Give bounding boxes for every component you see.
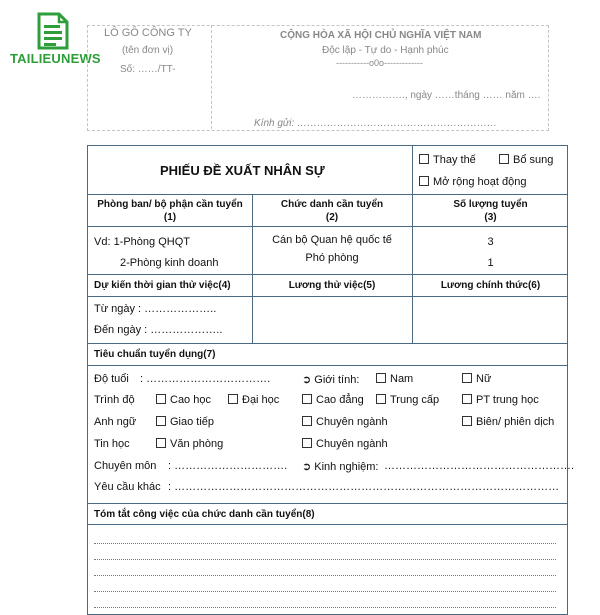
checkbox[interactable]: [376, 373, 386, 383]
option-label: Đại học: [242, 394, 280, 406]
it-office[interactable]: [156, 438, 223, 450]
header-divider: [211, 25, 212, 129]
row-position: Cán bộ Quan hệ quốc tế: [272, 234, 392, 246]
grid-line: [88, 503, 567, 504]
criteria-title: Tiêu chuẩn tuyển dụng(7): [94, 349, 216, 360]
edu-highschool[interactable]: [462, 394, 539, 406]
option-label: Nữ: [476, 373, 492, 385]
row-dept: 2-Phòng kinh doanh: [120, 257, 219, 269]
arrow-bullet-icon: ➲: [302, 374, 315, 386]
date-line: ……………., ngày ……tháng …… năm ….: [352, 90, 541, 101]
checkbox[interactable]: [156, 416, 166, 426]
row-quantity: 1: [487, 257, 494, 269]
option-label: Bổ sung: [513, 154, 554, 166]
company-logo-placeholder: LÔ GÔ CÔNG TY: [104, 27, 192, 39]
major-field[interactable]: : ………………………….: [168, 460, 288, 472]
option-label: Mở rộng hoạt động: [433, 176, 527, 188]
checkbox[interactable]: [499, 154, 509, 164]
checkbox[interactable]: [419, 154, 429, 164]
it-label: Tin học: [94, 438, 130, 450]
checkbox[interactable]: [302, 416, 312, 426]
checkbox[interactable]: [462, 373, 472, 383]
row-position: Phó phòng: [305, 252, 359, 264]
option-label: Thay thế: [433, 154, 476, 166]
grid-line: [88, 296, 567, 297]
option-label: Nam: [390, 373, 414, 385]
grid-line: [88, 226, 567, 227]
official-salary-header: Lương chính thức(6): [440, 280, 541, 291]
arrow-bullet-icon: ➲: [302, 461, 315, 473]
option-label: Trung cấp: [390, 394, 440, 406]
english-communication[interactable]: [156, 416, 214, 428]
education-label: Trình độ: [94, 394, 135, 406]
job-summary-line[interactable]: [94, 559, 556, 560]
option-label: Cao đẳng: [316, 394, 364, 406]
other-requirements-field[interactable]: : ……………………………………………………………………………………………: [168, 481, 560, 493]
row-quantity: 3: [487, 236, 494, 248]
checkbox[interactable]: [302, 394, 312, 404]
trial-salary-header: Lương thử việc(5): [288, 280, 376, 291]
gender-female[interactable]: [462, 373, 491, 385]
checkbox[interactable]: [376, 394, 386, 404]
job-summary-line[interactable]: [94, 591, 556, 592]
grid-line: [88, 524, 567, 525]
row-dept: Vd: 1-Phòng QHQT: [94, 236, 190, 248]
english-translation[interactable]: [462, 416, 554, 428]
checkbox[interactable]: [419, 176, 429, 186]
experience-label: Kinh nghiệm:: [314, 461, 379, 473]
checkbox[interactable]: [462, 394, 472, 404]
national-motto: Độc lập - Tự do - Hạnh phúc: [322, 45, 449, 56]
col-header-position: Chức danh cần tuyển: [280, 199, 384, 210]
trial-period-header: Dự kiến thời gian thử việc(4): [94, 280, 231, 291]
option-label: PT trung học: [476, 394, 539, 406]
edu-intermediate[interactable]: [376, 394, 439, 406]
experience-group: [302, 460, 379, 473]
republic-title: CỘNG HÒA XÃ HỘI CHỦ NGHĨA VIỆT NAM: [280, 30, 482, 41]
recipient-line: Kính gửi: ……………………………………………………: [254, 118, 498, 129]
other-requirements-label: Yêu cầu khác: [94, 481, 161, 493]
option-label: Chuyên ngành: [316, 438, 388, 450]
document-number: Số: ……/TT-: [120, 64, 176, 75]
job-summary-line[interactable]: [94, 575, 556, 576]
checkbox[interactable]: [156, 438, 166, 448]
checkbox[interactable]: [302, 438, 312, 448]
english-specialized[interactable]: [302, 416, 388, 428]
to-date-field[interactable]: Đến ngày : ………………..: [94, 324, 223, 336]
brand-logo-text: TAILIEUNEWS: [10, 51, 101, 66]
age-label: Độ tuổi: [94, 373, 129, 385]
gender-label: Giới tính:: [314, 374, 360, 386]
option-expand[interactable]: [419, 176, 526, 188]
grid-line: [412, 146, 413, 194]
checkbox[interactable]: [462, 416, 472, 426]
grid-line: [88, 343, 567, 344]
grid-line: [88, 274, 567, 275]
gender-group: [302, 373, 359, 386]
option-supplement[interactable]: [499, 154, 553, 166]
grid-line: [88, 365, 567, 366]
checkbox[interactable]: [156, 394, 166, 404]
option-label: Biên/ phiên dịch: [476, 416, 555, 428]
grid-line: [88, 194, 567, 195]
option-label: Cao học: [170, 394, 211, 406]
unit-name: (tên đơn vị): [122, 45, 174, 56]
personnel-request-form: [87, 145, 575, 615]
job-summary-line[interactable]: [94, 543, 556, 544]
option-replace[interactable]: [419, 154, 476, 166]
col-header-dept-num: (1): [163, 212, 177, 223]
job-summary-line[interactable]: [94, 607, 556, 608]
edu-university[interactable]: [228, 394, 279, 406]
checkbox[interactable]: [228, 394, 238, 404]
it-specialized[interactable]: [302, 438, 388, 450]
major-label: Chuyên môn: [94, 460, 157, 472]
form-title: PHIẾU ĐỀ XUẤT NHÂN SỰ: [160, 163, 325, 178]
document-icon: [36, 12, 70, 50]
job-summary-title: Tóm tắt công việc của chức danh cần tuyển(8): [94, 509, 315, 520]
edu-master[interactable]: [156, 394, 211, 406]
edu-college[interactable]: [302, 394, 364, 406]
experience-field[interactable]: …………………………………………….: [384, 460, 575, 472]
age-field[interactable]: : …………………………….: [140, 373, 271, 385]
english-label: Anh ngữ: [94, 416, 137, 428]
option-label: Chuyên ngành: [316, 416, 388, 428]
col-header-position-num: (2): [325, 212, 339, 223]
option-label: Giao tiếp: [170, 416, 215, 428]
col-header-quantity-num: (3): [484, 212, 497, 223]
col-header-quantity: Số lượng tuyển: [453, 199, 528, 210]
col-header-dept: Phòng ban/ bộ phận cần tuyển: [97, 199, 243, 210]
from-date-field[interactable]: Từ ngày : ………………..: [94, 303, 217, 315]
motto-separator: -----------o0o-------------: [336, 58, 423, 68]
gender-male[interactable]: [376, 373, 413, 385]
option-label: Văn phòng: [170, 438, 224, 450]
